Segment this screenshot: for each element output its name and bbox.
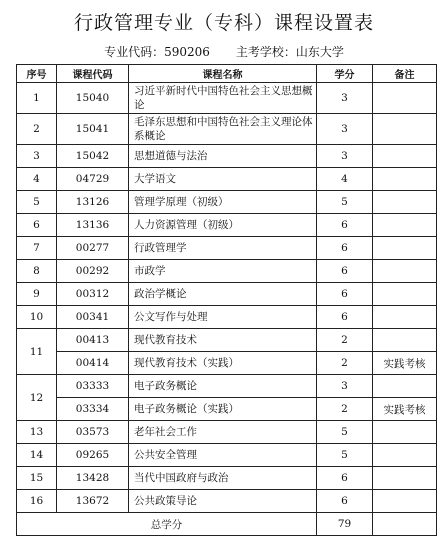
credits-cell: 6 — [317, 260, 373, 283]
seq-cell: 10 — [17, 306, 57, 329]
total-remark-cell — [373, 513, 437, 536]
code-cell: 15041 — [57, 114, 129, 145]
credits-cell: 6 — [317, 467, 373, 490]
remark-cell — [373, 114, 437, 145]
seq-cell: 5 — [17, 191, 57, 214]
credits-cell: 5 — [317, 421, 373, 444]
table-row — [17, 214, 437, 237]
remark-cell — [373, 168, 437, 191]
credits-cell: 5 — [317, 191, 373, 214]
credits-cell: 3 — [317, 145, 373, 168]
code-cell: 13428 — [57, 467, 129, 490]
course-name-cell: 电子政务概论 — [129, 375, 317, 398]
credits-cell: 6 — [317, 490, 373, 513]
remark-cell — [373, 260, 437, 283]
course-name-cell: 电子政务概论（实践） — [129, 398, 317, 421]
course-name-cell: 毛泽东思想和中国特色社会主义理论体系概论 — [129, 114, 317, 145]
code-cell: 13672 — [57, 490, 129, 513]
table-header-row — [17, 65, 437, 83]
code-cell: 00341 — [57, 306, 129, 329]
credits-cell: 3 — [317, 83, 373, 114]
course-name-cell: 当代中国政府与政治 — [129, 467, 317, 490]
seq-cell: 12 — [17, 375, 57, 421]
remark-cell — [373, 83, 437, 114]
credits-cell: 5 — [317, 444, 373, 467]
course-name-cell: 思想道德与法治 — [129, 145, 317, 168]
total-row — [17, 513, 437, 536]
code-cell: 00413 — [57, 329, 129, 352]
table-row — [17, 283, 437, 306]
code-cell: 00292 — [57, 260, 129, 283]
credits-cell: 2 — [317, 352, 373, 375]
course-table — [16, 64, 437, 536]
code-cell: 04729 — [57, 168, 129, 191]
table-row — [17, 467, 437, 490]
table-row — [17, 260, 437, 283]
code-cell: 00277 — [57, 237, 129, 260]
header-remark: 备注 — [373, 65, 437, 83]
course-name-cell: 市政学 — [129, 260, 317, 283]
remark-cell — [373, 283, 437, 306]
course-name-cell: 行政管理学 — [129, 237, 317, 260]
total-label: 总学分 — [17, 513, 317, 536]
remark-cell — [373, 329, 437, 352]
code-cell: 15040 — [57, 83, 129, 114]
remark-cell — [373, 444, 437, 467]
remark-cell — [373, 237, 437, 260]
credits-cell: 2 — [317, 398, 373, 421]
code-cell: 03334 — [57, 398, 129, 421]
code-cell: 13126 — [57, 191, 129, 214]
seq-cell: 16 — [17, 490, 57, 513]
header-name: 课程名称 — [129, 65, 317, 83]
seq-cell: 1 — [17, 83, 57, 114]
code-cell: 09265 — [57, 444, 129, 467]
credits-cell: 3 — [317, 114, 373, 145]
total-credits: 79 — [317, 513, 373, 536]
course-name-cell: 公共政策导论 — [129, 490, 317, 513]
school-name: 山东大学 — [295, 45, 344, 59]
course-name-cell: 管理学原理（初级） — [129, 191, 317, 214]
course-name-cell: 现代教育技术（实践） — [129, 352, 317, 375]
seq-cell: 6 — [17, 214, 57, 237]
remark-cell — [373, 145, 437, 168]
remark-cell — [373, 191, 437, 214]
code-cell: 03573 — [57, 421, 129, 444]
seq-cell: 2 — [17, 114, 57, 145]
subtitle — [0, 43, 448, 60]
credits-cell: 6 — [317, 306, 373, 329]
remark-cell: 实践考核 — [373, 352, 437, 375]
seq-cell: 13 — [17, 421, 57, 444]
header-code: 课程代码 — [57, 65, 129, 83]
table-row — [17, 329, 437, 352]
remark-cell — [373, 375, 437, 398]
remark-cell — [373, 490, 437, 513]
code-cell: 15042 — [57, 145, 129, 168]
header-seq: 序号 — [17, 65, 57, 83]
remark-cell — [373, 306, 437, 329]
code-cell: 03333 — [57, 375, 129, 398]
table-row — [17, 375, 437, 398]
table-row — [17, 444, 437, 467]
seq-cell: 14 — [17, 444, 57, 467]
remark-cell — [373, 467, 437, 490]
credits-cell: 2 — [317, 329, 373, 352]
seq-cell: 7 — [17, 237, 57, 260]
table-row — [17, 191, 437, 214]
table-row — [17, 114, 437, 145]
code-cell: 00414 — [57, 352, 129, 375]
course-name-cell: 公共安全管理 — [129, 444, 317, 467]
table-row — [17, 306, 437, 329]
course-name-cell: 大学语文 — [129, 168, 317, 191]
table-row — [17, 83, 437, 114]
seq-cell: 11 — [17, 329, 57, 375]
course-name-cell: 现代教育技术 — [129, 329, 317, 352]
remark-cell: 实践考核 — [373, 398, 437, 421]
credits-cell: 6 — [317, 283, 373, 306]
seq-cell: 8 — [17, 260, 57, 283]
table-row — [17, 490, 437, 513]
major-code: 590206 — [164, 45, 210, 59]
table-row — [17, 398, 437, 421]
credits-cell: 3 — [317, 375, 373, 398]
major-code-label: 专业代码： — [104, 45, 165, 59]
seq-cell: 15 — [17, 467, 57, 490]
seq-cell: 4 — [17, 168, 57, 191]
remark-cell — [373, 421, 437, 444]
course-name-cell: 政治学概论 — [129, 283, 317, 306]
table-row — [17, 168, 437, 191]
credits-cell: 6 — [317, 237, 373, 260]
credits-cell: 4 — [317, 168, 373, 191]
seq-cell: 9 — [17, 283, 57, 306]
header-credits: 学分 — [317, 65, 373, 83]
course-name-cell: 习近平新时代中国特色社会主义思想概论 — [129, 83, 317, 114]
code-cell: 00312 — [57, 283, 129, 306]
remark-cell — [373, 214, 437, 237]
table-row — [17, 237, 437, 260]
course-name-cell: 老年社会工作 — [129, 421, 317, 444]
school-label: 主考学校： — [235, 45, 296, 59]
course-name-cell: 人力资源管理（初级） — [129, 214, 317, 237]
table-row — [17, 145, 437, 168]
page-title: 行政管理专业（专科）课程设置表 — [73, 12, 374, 34]
seq-cell: 3 — [17, 145, 57, 168]
table-row — [17, 352, 437, 375]
credits-cell: 6 — [317, 214, 373, 237]
course-name-cell: 公文写作与处理 — [129, 306, 317, 329]
table-row — [17, 421, 437, 444]
code-cell: 13136 — [57, 214, 129, 237]
